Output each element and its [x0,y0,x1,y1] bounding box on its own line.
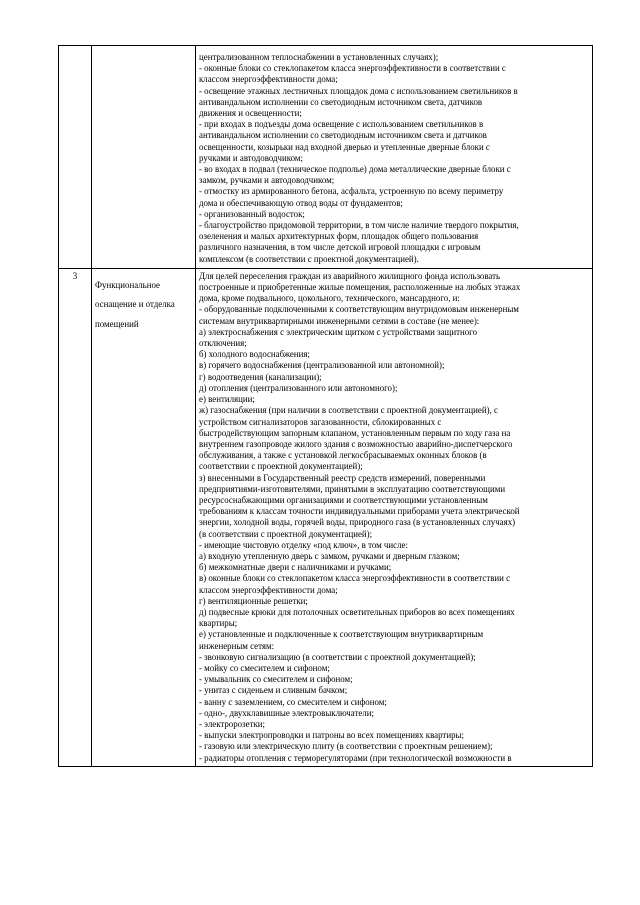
content-line: б) холодного водоснабжения; [199,349,310,360]
row-content-lines [199,52,589,265]
content-line: - освещение этажных лестничных площадок дома с использованием светильников в [199,85,518,96]
content-line: е) установленные и подключенные к соответствующим внутриквартирным [199,629,484,640]
content-line: классом энергоэффективности дома; [199,74,338,85]
content-line: комплексом (в соответствии с проектной документацией). [199,253,419,264]
label-line: Функциональное [95,279,160,290]
content-line: классом энергоэффективности дома; [199,584,338,595]
content-line: а) входную утепленную дверь с замком, ручками и дверным глазком; [199,550,460,561]
requirements-table [58,45,593,767]
table-row [59,46,593,269]
content-line: - электророзетки; [199,718,265,729]
content-line: различного назначения, в том числе детской игровой площадки с игровым [199,242,481,253]
content-line: а) электроснабжения с электрическим щитком с устройствами защитного [199,326,478,337]
row-content [196,46,593,269]
content-line: д) подвесные крюки для потолочных осветительных приборов во всех помещениях [199,606,515,617]
content-line: быстродействующим запорным клапаном, установленным первым по ходу газа на [199,427,511,438]
content-line: - оборудованные подключенными к соответствующим внутридомовым инженерным [199,304,519,315]
content-line: антивандальном исполнении со светодиодным источником света и датчиков [199,130,487,141]
content-line: дома, кроме подвального, цокольного, технического, мансардного, и: [199,293,460,304]
row-label [92,268,196,766]
label-line: помещений [95,318,139,329]
content-line: - мойку со смесителем и сифоном; [199,662,330,673]
content-line: - при входах в подъезды дома освещение с использованием светильников в [199,119,484,130]
table-row [59,268,593,766]
label-line: оснащение и отделка [95,299,175,310]
content-line: (в соответствии с проектной документацией); [199,528,373,539]
content-line: требованиям к классам точности индивидуальными приборами учета электрической [199,506,520,517]
content-line: - благоустройство придомовой территории, в том числе наличие твердого покрытия, [199,220,519,231]
content-line: - оконные блоки со стеклопакетом класса энергоэффективности в соответствии с [199,63,506,74]
content-line: - радиаторы отопления с терморегуляторами (при технологической возможности в [199,752,512,763]
content-line: построенные и приобретенные жилые помещения, расположенные на любых этажах [199,282,521,293]
content-line: устройством сигнализаторов загазованности, сблокированных с [199,416,442,427]
row-label [92,46,196,269]
content-line: квартиры; [199,618,238,629]
row-number: 3 [59,268,92,766]
content-line: ручками и автодоводчиком; [199,152,303,163]
content-line: б) межкомнатные двери с наличниками и ручками; [199,562,392,573]
content-line: - организованный водосток; [199,208,305,219]
row-content [196,268,593,766]
content-line: - газовую или электрическую плиту (в соответствии с проектным решением); [199,741,493,752]
content-line: внутреннем газопроводе жилого здания с возможностью аварийно-диспетчерского [199,438,513,449]
content-line: соответствии с проектной документацией); [199,461,363,472]
content-line: г) водоотведения (канализации); [199,371,322,382]
content-line: - унитаз с сиденьем и сливным бачком; [199,685,348,696]
content-line: в) оконные блоки со стеклопакетом класса энергоэффективности в соответствии с [199,573,511,584]
content-line: предприятиями-изготовителями, принятыми в эксплуатацию соответствующими [199,483,506,494]
content-line: - отмостку из армированного бетона, асфальта, устроенную по всему периметру [199,186,504,197]
content-line: ж) газоснабжения (при наличии в соответствии с проектной документацией), с [199,405,498,416]
content-line: - выпуски электропроводки и патроны во всех помещениях квартиры; [199,730,464,741]
content-line: - умывальник со смесителем и сифоном; [199,674,353,685]
content-line: отключения; [199,338,247,349]
document-page [58,45,592,767]
content-line: - одно-, двухклавишные электровыключатели; [199,707,374,718]
row-label-lines [95,280,192,329]
row-number [59,46,92,269]
content-line: е) вентиляции; [199,394,255,405]
content-line: антивандальном исполнении со светодиодным источником света, датчиков [199,96,483,107]
content-line: - во входах в подвал (техническое подполье) дома металлические дверные блоки с [199,164,511,175]
content-line: - ванну с заземлением, со смесителем и сифоном; [199,696,387,707]
content-line: озеленения и малых архитектурных форм, площадок общего пользования [199,231,479,242]
content-line: з) внесенными в Государственный реестр средств измерений, поверенными [199,472,486,483]
content-line: - имеющие чистовую отделку «под ключ», в том числе: [199,539,408,550]
content-line: дома и обеспечивающую отвод воды от фундаментов; [199,197,403,208]
content-line: - звонковую сигнализацию (в соответствии с проектной документацией); [199,651,476,662]
content-line: в) горячего водоснабжения (централизованной или автономной); [199,360,445,371]
content-line: энергии, холодной воды, горячей воды, природного газа (в установленных случаях) [199,517,516,528]
content-line: Для целей переселения граждан из аварийного жилищного фонда использовать [199,270,501,281]
row-content-lines [199,271,589,764]
content-line: замком, ручками и автодоводчиком; [199,175,335,186]
content-line: инженерным сетям: [199,640,275,651]
content-line: ресурсоснабжающими организациями и соответствующими установленным [199,494,488,505]
content-line: г) вентиляционные решетки; [199,595,308,606]
content-line: системам внутриквартирными инженерными сетями в составе (не менее): [199,315,480,326]
content-line: обслуживания, а также с установкой легкосбрасываемых оконных блоков (в [199,450,487,461]
content-line: централизованном теплоснабжении в установленных случаях); [199,52,439,62]
content-line: д) отопления (централизованного или автономного); [199,382,398,393]
content-line: движения и освещенности; [199,108,302,119]
content-line: освещенности, козырьки над входной дверью и утепленные дверные блоки с [199,141,490,152]
